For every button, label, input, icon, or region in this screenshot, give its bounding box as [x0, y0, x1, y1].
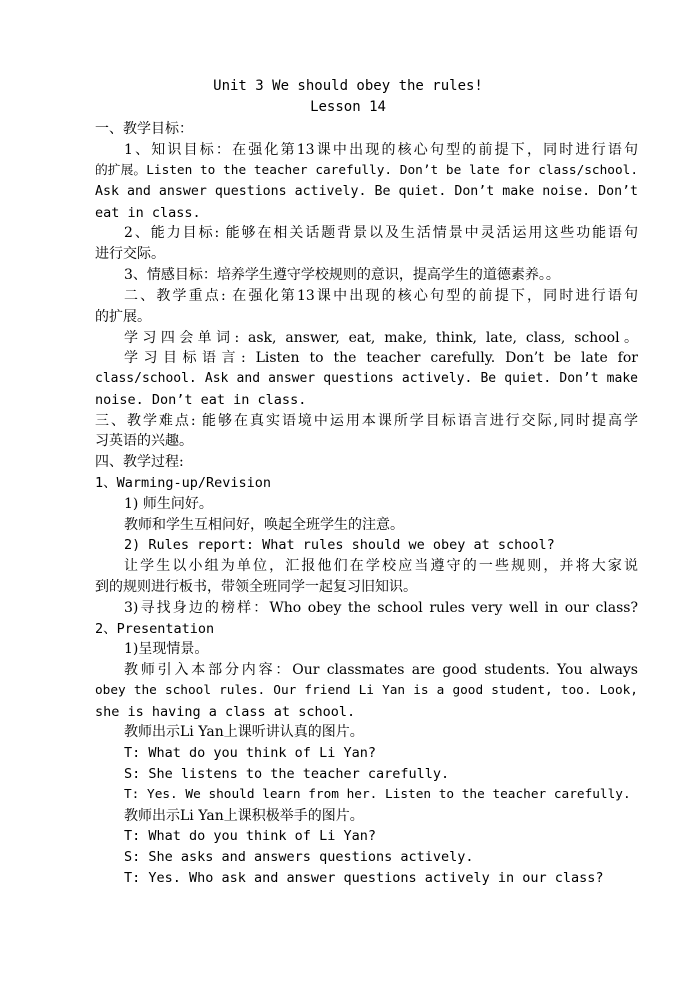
body-line: 到的规则进行板书，带领全班同学一起复习旧知识。: [95, 579, 417, 595]
body-line: 进行交际。: [95, 246, 165, 262]
body-line: 3、情感目标：培养学生遵守学校规则的意识，提高学生的道德素养。。: [124, 267, 560, 283]
body-line: eat in class.: [95, 205, 201, 221]
body-line: 教师出示Li Yan上课听讲认真的图片。: [124, 724, 364, 740]
dialogue-line: T: What do you think of Li Yan?: [124, 828, 376, 844]
body-line: class/school. Ask and answer questions actively. Be quiet. Don’t make: [95, 371, 638, 386]
body-line: 学习目标语言: Listen to the teacher carefully. Don’t be late for: [124, 350, 638, 366]
body-line: 的扩展。: [95, 309, 151, 325]
dialogue-line: S: She listens to the teacher carefully.: [124, 766, 450, 782]
subsection-heading: 2、Presentation: [95, 621, 215, 637]
body-line: 2) Rules report: What rules should we obey at school?: [124, 537, 555, 553]
body-line: 3)寻找身边的榜样：Who obey the school rules very well in our class?: [124, 600, 638, 616]
body-line: 1)呈现情景。: [124, 641, 209, 657]
body-line: 教师出示Li Yan上课积极举手的图片。: [124, 808, 364, 824]
section-heading: 二、教学重点: 在强化第13课中出现的核心句型的前提下，同时进行语句: [124, 288, 638, 304]
body-line: 2、能力目标: 能够在相关话题背景以及生活情景中灵活运用这些功能语句: [124, 225, 638, 241]
body-line: 让学生以小组为单位，汇报他们在学校应当遵守的一些规则，并将大家说: [124, 558, 638, 574]
section-heading: 四、教学过程:: [95, 454, 184, 470]
section-heading: 一、教学目标：: [95, 121, 193, 137]
body-line: 1) 师生问好。: [124, 496, 213, 512]
dialogue-line: T: Yes. We should learn from her. Listen to the teacher carefully.: [124, 787, 631, 802]
document-title: Unit 3 We should obey the rules!: [213, 78, 483, 94]
body-line: 1、知识目标：在强化第13课中出现的核心句型的前提下，同时进行语句: [124, 142, 638, 158]
body-line: 教师引入本部分内容：Our classmates are good students. You always: [124, 662, 638, 678]
dialogue-line: T: What do you think of Li Yan?: [124, 745, 376, 761]
dialogue-line: S: She asks and answers questions actively.: [124, 849, 474, 865]
body-line: she is having a class at school.: [95, 704, 356, 720]
body-line: Ask and answer questions actively. Be quiet. Don’t make noise. Don’t: [95, 184, 638, 199]
dialogue-line: T: Yes. Who ask and answer questions actively in our class?: [124, 870, 604, 886]
section-heading: 三、教学难点: 能够在真实语境中运用本课所学目标语言进行交际,同时提高学: [95, 413, 638, 429]
subsection-heading: 1、Warming-up/Revision: [95, 475, 272, 491]
lesson-number: Lesson 14: [310, 99, 386, 115]
body-line: 教师和学生互相问好，唤起全班学生的注意。: [124, 517, 404, 533]
body-line: 学习四会单词: ask, answer, eat, make, think, late, class, school。: [124, 330, 638, 346]
body-line: obey the school rules. Our friend Li Yan is a good student, too. Look,: [95, 683, 638, 698]
body-line: 习英语的兴趣。: [95, 433, 193, 449]
body-line: 的扩展。Listen to the teacher carefully. Don’t be late for class/school.: [95, 163, 638, 178]
body-line: noise. Don’t eat in class.: [95, 392, 307, 408]
